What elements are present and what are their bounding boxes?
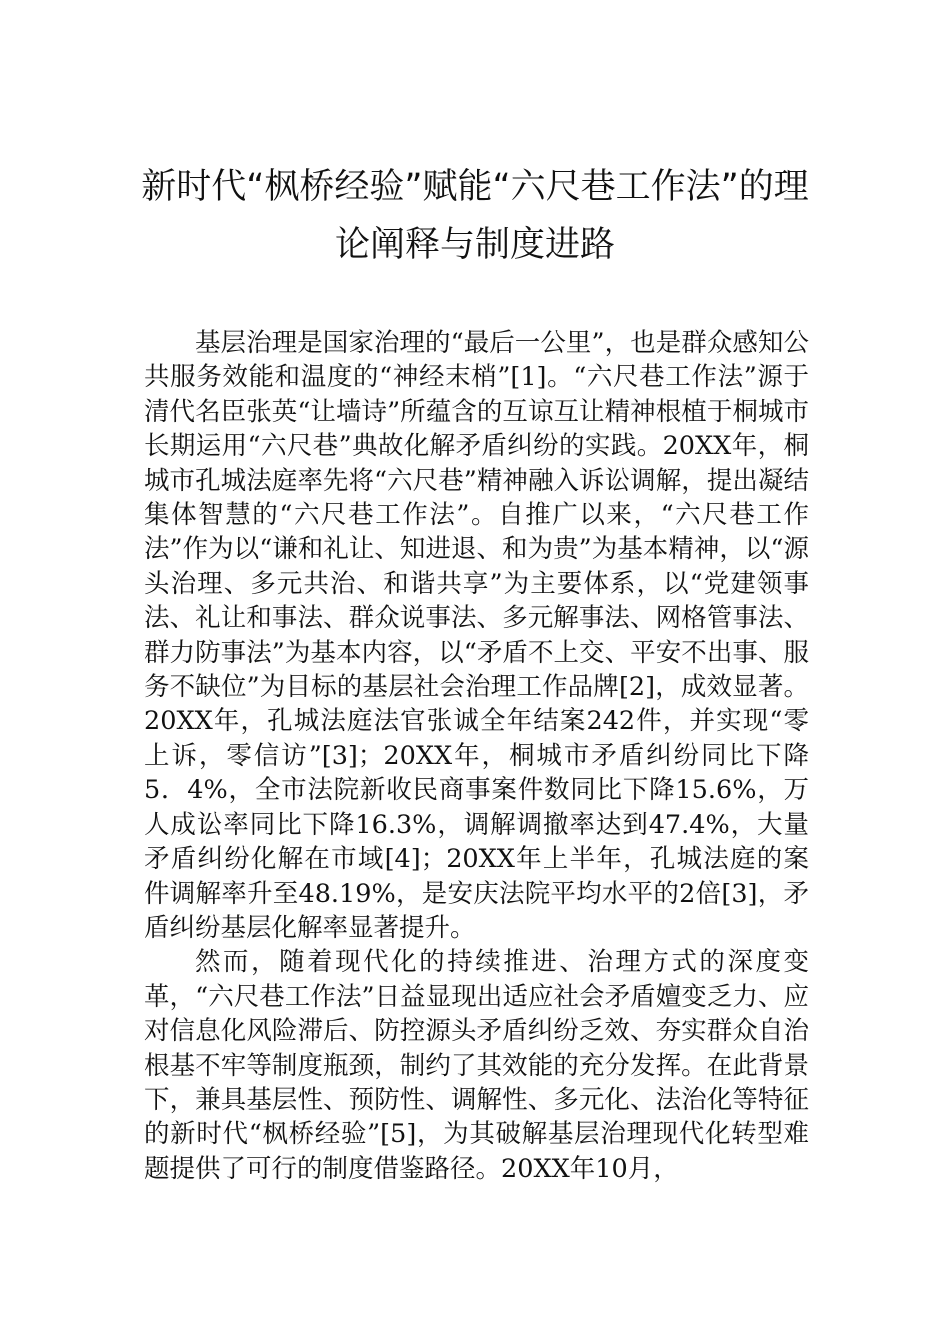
paragraph-2: 然而，随着现代化的持续推进、治理方式的深度变革，“六尺巷工作法”日益显现出适应社会矛盾嬗变乏力、应对信息化风险滞后、防控源头矛盾纠纷乏效、夯实群众自治根基不牢等制度瓶颈，制约了其效能的充分发挥。在此背景下，兼具基层性、预防性、调解性、多元化、法治化等特征的新时代“枫桥经验”[5]，为其破解基层治理现代化转型难题提供了可行的制度借鉴路径。20XX年10月， — [144, 947, 809, 1184]
document-body — [144, 326, 809, 1186]
paragraph-1: 基层治理是国家治理的“最后一公里”，也是群众感知公共服务效能和温度的“神经末梢”[1]。“六尺巷工作法”源于清代名臣张英“让墙诗”所蕴含的互谅互让精神根植于桐城市长期运用“六尺巷”典故化解矛盾纠纷的实践。20XX年，桐城市孔城法庭率先将“六尺巷”精神融入诉讼调解，提出凝结集体智慧的“六尺巷工作法”。自推广以来，“六尺巷工作法”作为以“谦和礼让、知进退、和为贵”为基本精神，以“源头治理、多元共治、和谐共享”为主要体系，以“党建领事法、礼让和事法、群众说事法、多元解事法、网格管事法、群力防事法”为基本内容，以“矛盾不上交、平安不出事、服务不缺位”为目标的基层社会治理工作品牌[2]，成效显著。20XX年，孔城法庭法官张诚全年结案242件，并实现“零上诉，零信访”[3]；20XX年，桐城市矛盾纠纷同比下降5．4%，全市法院新收民商事案件数同比下降15.6%，万人成讼率同比下降16.3%，调解调撤率达到47.4%，大量矛盾纠纷化解在市域[4]；20XX年上半年，孔城法庭的案件调解率升至48.19%，是安庆法院平均水平的2倍[3]，矛盾纠纷基层化解率显著提升。 — [144, 328, 809, 943]
document-title: 新时代“枫桥经验”赋能“六尺巷工作法”的理论阐释与制度进路 — [141, 167, 809, 265]
